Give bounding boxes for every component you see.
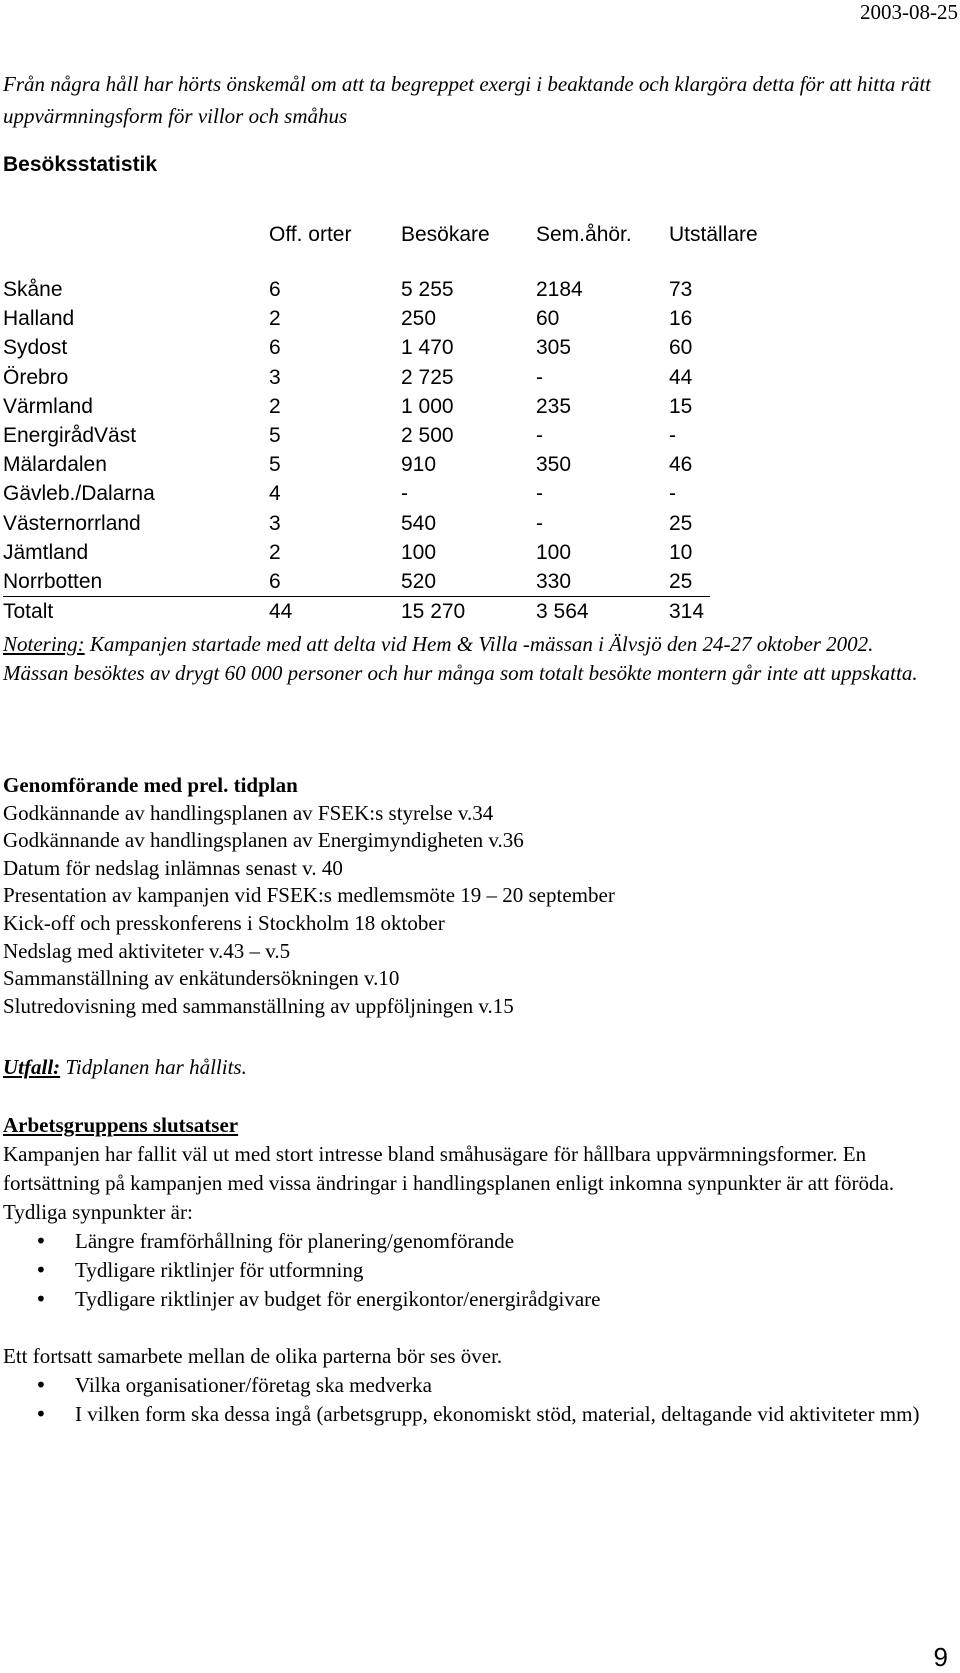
table-cell: 520: [401, 569, 437, 593]
table-cell: 2: [269, 394, 281, 418]
conclusions-section: [3, 1111, 943, 1429]
table-cell: EnergirådVäst: [3, 423, 137, 447]
table-cell: 46: [669, 453, 693, 477]
table-cell: Sydost: [3, 336, 68, 360]
table-cell: 6: [269, 278, 281, 301]
table-cell: 2 725: [401, 365, 454, 389]
schedule-heading: Genomförande med prel. tidplan: [3, 773, 298, 797]
bullet-item: • Längre framförhållning för planering/genomförande: [3, 1227, 943, 1256]
table-cell: 4: [269, 482, 281, 506]
table-cell: 6: [269, 569, 281, 593]
table-row: [3, 304, 710, 333]
bullet-item: • Tydligare riktlinjer av budget för energikontor/energirådgivare: [3, 1285, 943, 1314]
column-header: Besökare: [401, 223, 490, 246]
table-row: [3, 450, 710, 479]
table-cell: Jämtland: [3, 540, 89, 564]
table-total-row: [3, 597, 710, 626]
schedule-item: Slutredovisning med sammanställning av uppföljningen v.15: [3, 993, 514, 1018]
table-row: [3, 479, 710, 508]
table-cell: -: [536, 511, 543, 535]
schedule-section: [3, 772, 943, 1020]
table-cell: 25: [669, 569, 693, 593]
table-cell: 540: [401, 511, 437, 535]
table-cell: 6: [269, 336, 281, 360]
column-header: Utställare: [669, 223, 758, 246]
schedule-item: Kick-off och presskonferens i Stockholm 18 oktober: [3, 910, 445, 935]
table-cell: 250: [401, 307, 437, 331]
conclusions-paragraph: Kampanjen har fallit väl ut med stort intresse bland småhusägare för hållbara uppvärmningsformer. En fortsättning på kampanjen med vissa ändringar i handlingsplanen enligt inkomna synpunkter är att föröda. Tydliga synpunkter är:: [3, 1142, 895, 1224]
column-header: Off. orter: [269, 223, 352, 246]
table-row: [3, 509, 710, 538]
table-cell: 60: [669, 336, 693, 360]
table-cell: -: [401, 482, 408, 506]
table-cell: 330: [536, 569, 572, 593]
table-cell: Gävleb./Dalarna: [3, 482, 155, 506]
schedule-item: Godkännande av handlingsplanen av Energimyndigheten v.36: [3, 828, 524, 853]
table-cell: 100: [536, 540, 572, 564]
intro-paragraph: Från några håll har hörts önskemål om att ta begreppet exergi i beaktande och klargöra detta för att hitta rätt uppvärmningsform för villor och småhus: [3, 72, 931, 128]
table-cell: Mälardalen: [3, 453, 107, 477]
table-cell: -: [536, 423, 543, 447]
conclusions-paragraph-2: Ett fortsatt samarbete mellan de olika parterna bör ses över.: [3, 1344, 503, 1368]
table-cell: -: [536, 482, 543, 506]
document-date: 2003-08-25: [860, 0, 958, 24]
table-cell: Totalt: [3, 600, 54, 624]
table-cell: 910: [401, 453, 437, 477]
outcome-label: Utfall:: [3, 1055, 61, 1079]
bullet-item: • Vilka organisationer/företag ska medverka: [3, 1371, 943, 1400]
outcome-line: [3, 1054, 943, 1082]
bullet-item: • Tydligare riktlinjer för utformning: [3, 1256, 943, 1285]
table-cell: -: [669, 482, 676, 506]
table-cell: 60: [536, 307, 560, 331]
table-row: [3, 363, 710, 392]
table-cell: Värmland: [3, 394, 93, 418]
table-cell: 73: [669, 278, 693, 301]
note-paragraph: [3, 630, 943, 688]
schedule-item: Datum för nedslag inlämnas senast v. 40: [3, 855, 343, 880]
table-cell: 15 270: [401, 600, 466, 624]
table-cell: 5 255: [401, 278, 454, 301]
table-row: [3, 567, 710, 597]
table-cell: 100: [401, 540, 437, 564]
page-number: 9: [933, 1642, 948, 1672]
conclusions-heading: Arbetsgruppens slutsatser: [3, 1113, 239, 1137]
cooperation-bullets: [3, 1371, 943, 1429]
table-cell: 5: [269, 423, 281, 447]
schedule-item: Presentation av kampanjen vid FSEK:s medlemsmöte 19 – 20 september: [3, 883, 615, 908]
table-cell: -: [669, 423, 676, 447]
table-cell: 350: [536, 453, 572, 477]
table-cell: 3: [269, 365, 281, 389]
table-cell: 25: [669, 511, 693, 535]
table-cell: Norrbotten: [3, 569, 103, 593]
statistics-table: [3, 220, 758, 626]
table-row: [3, 275, 710, 304]
table-cell: 44: [669, 365, 693, 389]
statistics-heading: Besöksstatistik: [3, 153, 158, 176]
table-cell: 235: [536, 394, 572, 418]
table-header-row: [3, 220, 758, 275]
schedule-item: Nedslag med aktiviteter v.43 – v.5: [3, 938, 291, 963]
table-cell: 44: [269, 600, 293, 624]
table-cell: 15: [669, 394, 693, 418]
conclusions-bullets: [3, 1227, 943, 1314]
table-row: [3, 392, 710, 421]
note-text: Kampanjen startade med att delta vid Hem & Villa -mässan i Älvsjö den 24-27 oktober 2002. Mässan besöktes av drygt 60 000 personer och hur många som totalt besökte montern går inte att uppskatta.: [3, 632, 918, 685]
table-cell: 5: [269, 453, 281, 477]
table-cell: 3: [269, 511, 281, 535]
table-cell: Skåne: [3, 278, 63, 301]
schedule-item: Godkännande av handlingsplanen av FSEK:s styrelse v.34: [3, 800, 494, 825]
table-cell: Örebro: [3, 365, 69, 389]
note-label: Notering:: [3, 632, 85, 656]
table-cell: 2: [269, 540, 281, 564]
table-cell: Halland: [3, 307, 75, 331]
table-cell: 314: [669, 600, 705, 624]
table-cell: 1 000: [401, 394, 454, 418]
table-row: [3, 421, 710, 450]
outcome-text: Tidplanen har hållits.: [60, 1055, 247, 1079]
table-cell: 3 564: [536, 600, 589, 624]
table-cell: -: [536, 365, 543, 389]
table-cell: 2 500: [401, 423, 454, 447]
table-row: [3, 333, 710, 362]
table-cell: 16: [669, 307, 693, 331]
table-cell: Västernorrland: [3, 511, 141, 535]
schedule-item: Sammanställning av enkätundersökningen v.10: [3, 966, 400, 991]
column-header: Sem.åhör.: [536, 223, 632, 246]
table-cell: 305: [536, 336, 572, 360]
table-cell: 10: [669, 540, 693, 564]
table-cell: 2184: [536, 278, 583, 301]
table-cell: 2: [269, 307, 281, 331]
table-row: [3, 538, 710, 567]
table-cell: 1 470: [401, 336, 454, 360]
bullet-item: • I vilken form ska dessa ingå (arbetsgrupp, ekonomiskt stöd, material, deltagande vid aktiviteter mm): [3, 1400, 943, 1429]
